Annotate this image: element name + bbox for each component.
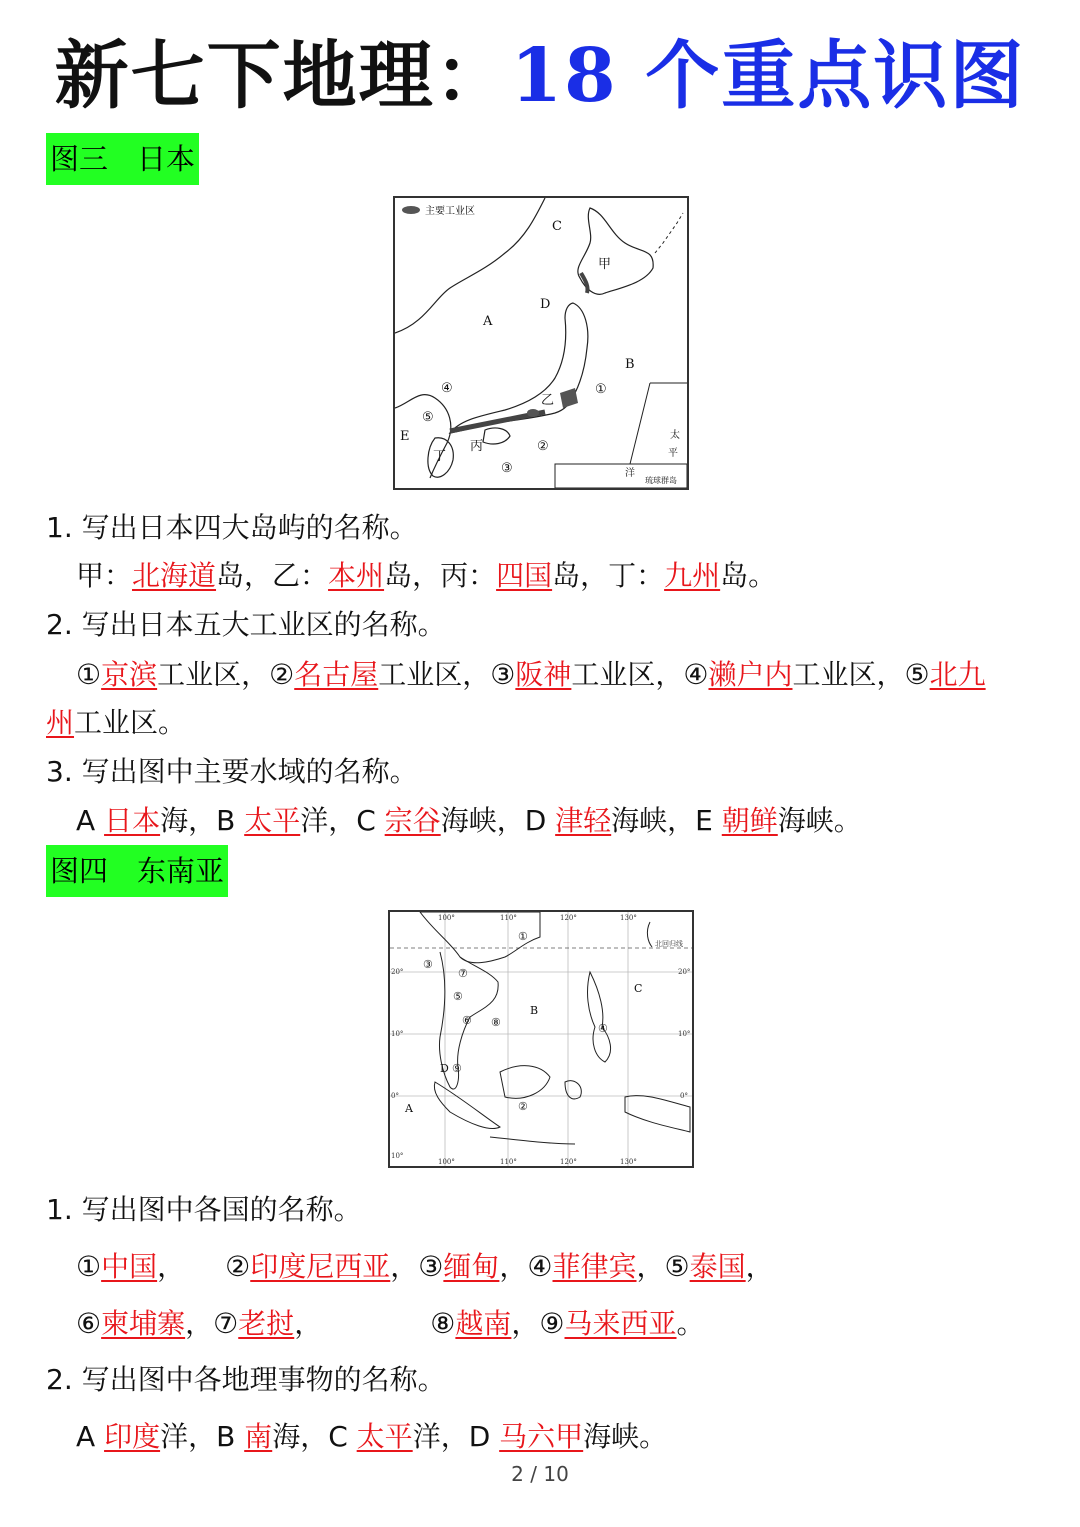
text: 岛。 bbox=[720, 559, 777, 592]
right-tick-0: 20° bbox=[678, 968, 691, 976]
answer-kitakyushu: 北九 bbox=[929, 658, 986, 691]
text: 岛，丙： bbox=[384, 559, 497, 592]
answer-korea-strait: 朝鲜 bbox=[721, 804, 778, 837]
hokkaido-outline bbox=[578, 208, 653, 294]
text: 岛，乙： bbox=[216, 559, 329, 592]
label-inset: 琉球群岛 bbox=[645, 476, 677, 485]
label-ping: 平 bbox=[668, 448, 678, 459]
borneo-outline bbox=[500, 1066, 550, 1099]
japan-question-3: 3. 写出图中主要水域的名称。 bbox=[46, 755, 418, 788]
text: 洋，C bbox=[300, 804, 385, 837]
label-n1: ① bbox=[518, 930, 528, 943]
answer-china: 中国 bbox=[101, 1250, 158, 1283]
text: 岛，丁： bbox=[552, 559, 665, 592]
answer-kyushu: 九州 bbox=[664, 559, 721, 592]
answer-malaysia: 马来西亚 bbox=[564, 1307, 677, 1340]
left-tick-3: 10° bbox=[391, 1152, 404, 1160]
top-tick-1: 110° bbox=[500, 914, 517, 922]
page-number: 2 / 10 bbox=[511, 1462, 569, 1486]
answer-thailand: 泰国 bbox=[689, 1250, 746, 1283]
answer-indonesia: 印度尼西亚 bbox=[250, 1250, 391, 1283]
text: ， bbox=[294, 1307, 323, 1340]
sea-map-svg bbox=[390, 912, 692, 1166]
text: 工业区，② bbox=[157, 658, 295, 691]
label-B: B bbox=[625, 357, 635, 372]
text: ，④ bbox=[499, 1250, 553, 1283]
answer-hanshin: 阪神 bbox=[515, 658, 572, 691]
answer-tsugaru: 津轻 bbox=[555, 804, 612, 837]
answer-honshu: 本州 bbox=[328, 559, 385, 592]
top-tick-0: 100° bbox=[438, 914, 455, 922]
bottom-tick-3: 130° bbox=[620, 1158, 637, 1166]
answer-kitakyushu-cont: 州 bbox=[46, 706, 75, 739]
text: ，⑦ bbox=[185, 1307, 239, 1340]
text: 工业区，⑤ bbox=[792, 658, 930, 691]
page-title bbox=[0, 28, 1080, 124]
text: ⑥ bbox=[76, 1307, 102, 1340]
philippines-outline bbox=[588, 972, 611, 1062]
inset-frame bbox=[630, 383, 687, 464]
label-n4: ④ bbox=[598, 1022, 608, 1035]
label-C: C bbox=[634, 982, 643, 995]
label-jia: 甲 bbox=[598, 257, 612, 272]
label-B: B bbox=[530, 1004, 539, 1017]
label-A: A bbox=[483, 314, 493, 329]
text: 工业区，③ bbox=[378, 658, 516, 691]
bottom-tick-0: 100° bbox=[438, 1158, 455, 1166]
right-tick-2: 0° bbox=[680, 1092, 688, 1100]
label-n7: ⑦ bbox=[458, 967, 468, 980]
sumatra-outline bbox=[434, 1082, 500, 1129]
text: 海峡。 bbox=[777, 804, 862, 837]
hokkaido-industry bbox=[581, 273, 588, 293]
answer-hokkaido: 北海道 bbox=[132, 559, 217, 592]
title-part1: 新七下地理： bbox=[54, 33, 511, 119]
label-D: D bbox=[540, 297, 551, 312]
label-bing: 丙 bbox=[470, 439, 484, 454]
text: ， bbox=[745, 1250, 774, 1283]
text: A bbox=[76, 1420, 105, 1453]
text: 海峡，E bbox=[611, 804, 722, 837]
title-part2: 18 个重点识图 bbox=[510, 33, 1026, 119]
japan-answer-2b bbox=[46, 703, 186, 743]
section-tag-sea: 图四 东南亚 bbox=[46, 845, 228, 897]
left-tick-2: 0° bbox=[391, 1092, 399, 1100]
label-n5: ⑤ bbox=[453, 990, 463, 1003]
text: 洋，B bbox=[160, 1420, 245, 1453]
top-tick-3: 130° bbox=[620, 914, 637, 922]
left-tick-1: 10° bbox=[391, 1030, 404, 1038]
sea-question-1: 1. 写出图中各国的名称。 bbox=[46, 1193, 362, 1226]
answer-indian-ocean: 印度 bbox=[104, 1420, 161, 1453]
japan-map bbox=[393, 196, 689, 490]
text: ，⑨ bbox=[511, 1307, 565, 1340]
japan-question-2: 2. 写出日本五大工业区的名称。 bbox=[46, 608, 446, 641]
text: A bbox=[76, 804, 105, 837]
sea-answer-1a bbox=[76, 1247, 774, 1287]
label-yang: 洋 bbox=[625, 468, 635, 479]
label-yi: 乙 bbox=[541, 393, 555, 408]
label-n6: ⑥ bbox=[462, 1014, 472, 1027]
text: 海，B bbox=[160, 804, 245, 837]
bottom-tick-1: 110° bbox=[500, 1158, 517, 1166]
java-outline bbox=[490, 1137, 575, 1144]
text: ，③ bbox=[390, 1250, 444, 1283]
label-n4: ④ bbox=[441, 381, 453, 396]
answer-japan-sea: 日本 bbox=[104, 804, 161, 837]
label-n8: ⑧ bbox=[491, 1016, 501, 1029]
sea-answer-2 bbox=[76, 1417, 667, 1457]
text: ， bbox=[157, 1250, 186, 1283]
answer-myanmar: 缅甸 bbox=[443, 1250, 500, 1283]
answer-malacca: 马六甲 bbox=[499, 1420, 584, 1453]
taiwan-outline bbox=[647, 922, 652, 947]
text: 洋，D bbox=[412, 1420, 500, 1453]
label-n9: ⑨ bbox=[452, 1062, 462, 1075]
answer-laos: 老挝 bbox=[238, 1307, 295, 1340]
newguinea-outline bbox=[625, 1096, 690, 1132]
chukyo-industry bbox=[527, 409, 539, 417]
label-E: E bbox=[400, 429, 410, 444]
kuril-islands bbox=[655, 213, 683, 253]
bottom-tick-2: 120° bbox=[560, 1158, 577, 1166]
shikoku-outline bbox=[483, 428, 510, 444]
sea-question-2: 2. 写出图中各地理事物的名称。 bbox=[46, 1363, 446, 1396]
honshu-outline bbox=[450, 303, 588, 433]
label-n3: ③ bbox=[501, 461, 513, 476]
label-ding: 丁 bbox=[433, 449, 447, 464]
label-n3: ③ bbox=[423, 958, 433, 971]
sea-answer-1b bbox=[76, 1304, 705, 1344]
text: ② bbox=[225, 1250, 251, 1283]
answer-soya: 宗谷 bbox=[384, 804, 441, 837]
legend-label: 主要工业区 bbox=[425, 206, 475, 217]
sea-map bbox=[388, 910, 694, 1168]
answer-pacific: 太平 bbox=[356, 1420, 413, 1453]
japan-question-1: 1. 写出日本四大岛屿的名称。 bbox=[46, 511, 418, 544]
text: ① bbox=[76, 1250, 102, 1283]
text: 工业区，④ bbox=[571, 658, 709, 691]
label-D: D bbox=[440, 1062, 449, 1075]
answer-south-sea: 南 bbox=[244, 1420, 273, 1453]
legend-swatch bbox=[402, 206, 420, 214]
text: ，⑤ bbox=[636, 1250, 690, 1283]
answer-pacific: 太平 bbox=[244, 804, 301, 837]
label-n2: ② bbox=[518, 1100, 528, 1113]
japan-map-svg bbox=[395, 198, 687, 488]
keihin-industry bbox=[560, 388, 578, 408]
text: 甲： bbox=[76, 559, 133, 592]
asia-coast bbox=[395, 198, 545, 333]
japan-answer-1 bbox=[76, 556, 776, 596]
answer-vietnam: 越南 bbox=[455, 1307, 512, 1340]
text: 海峡，D bbox=[440, 804, 556, 837]
label-n5: ⑤ bbox=[422, 410, 434, 425]
text: ⑧ bbox=[430, 1307, 456, 1340]
top-tick-2: 120° bbox=[560, 914, 577, 922]
left-tick-0: 20° bbox=[391, 968, 404, 976]
answer-cambodia: 柬埔寨 bbox=[101, 1307, 186, 1340]
answer-shikoku: 四国 bbox=[496, 559, 553, 592]
section-tag-japan: 图三 日本 bbox=[46, 133, 199, 185]
label-A: A bbox=[405, 1102, 413, 1115]
text: ① bbox=[76, 658, 102, 691]
text: 工业区。 bbox=[74, 706, 187, 739]
text: 。 bbox=[676, 1307, 705, 1340]
right-tick-1: 10° bbox=[678, 1030, 691, 1038]
japan-answer-2a bbox=[76, 655, 986, 695]
text: 海，C bbox=[272, 1420, 357, 1453]
tropic-label: 北回归线 bbox=[655, 940, 683, 948]
japan-answer-3 bbox=[76, 801, 862, 841]
label-C: C bbox=[552, 219, 562, 234]
label-tai: 太 bbox=[670, 430, 680, 441]
text: 海峡。 bbox=[583, 1420, 668, 1453]
answer-setouchi: 濑户内 bbox=[708, 658, 793, 691]
answer-keihin: 京滨 bbox=[101, 658, 158, 691]
answer-philippines: 菲律宾 bbox=[552, 1250, 637, 1283]
answer-nagoya: 名古屋 bbox=[294, 658, 379, 691]
label-n2: ② bbox=[537, 439, 549, 454]
label-n1: ① bbox=[595, 382, 607, 397]
